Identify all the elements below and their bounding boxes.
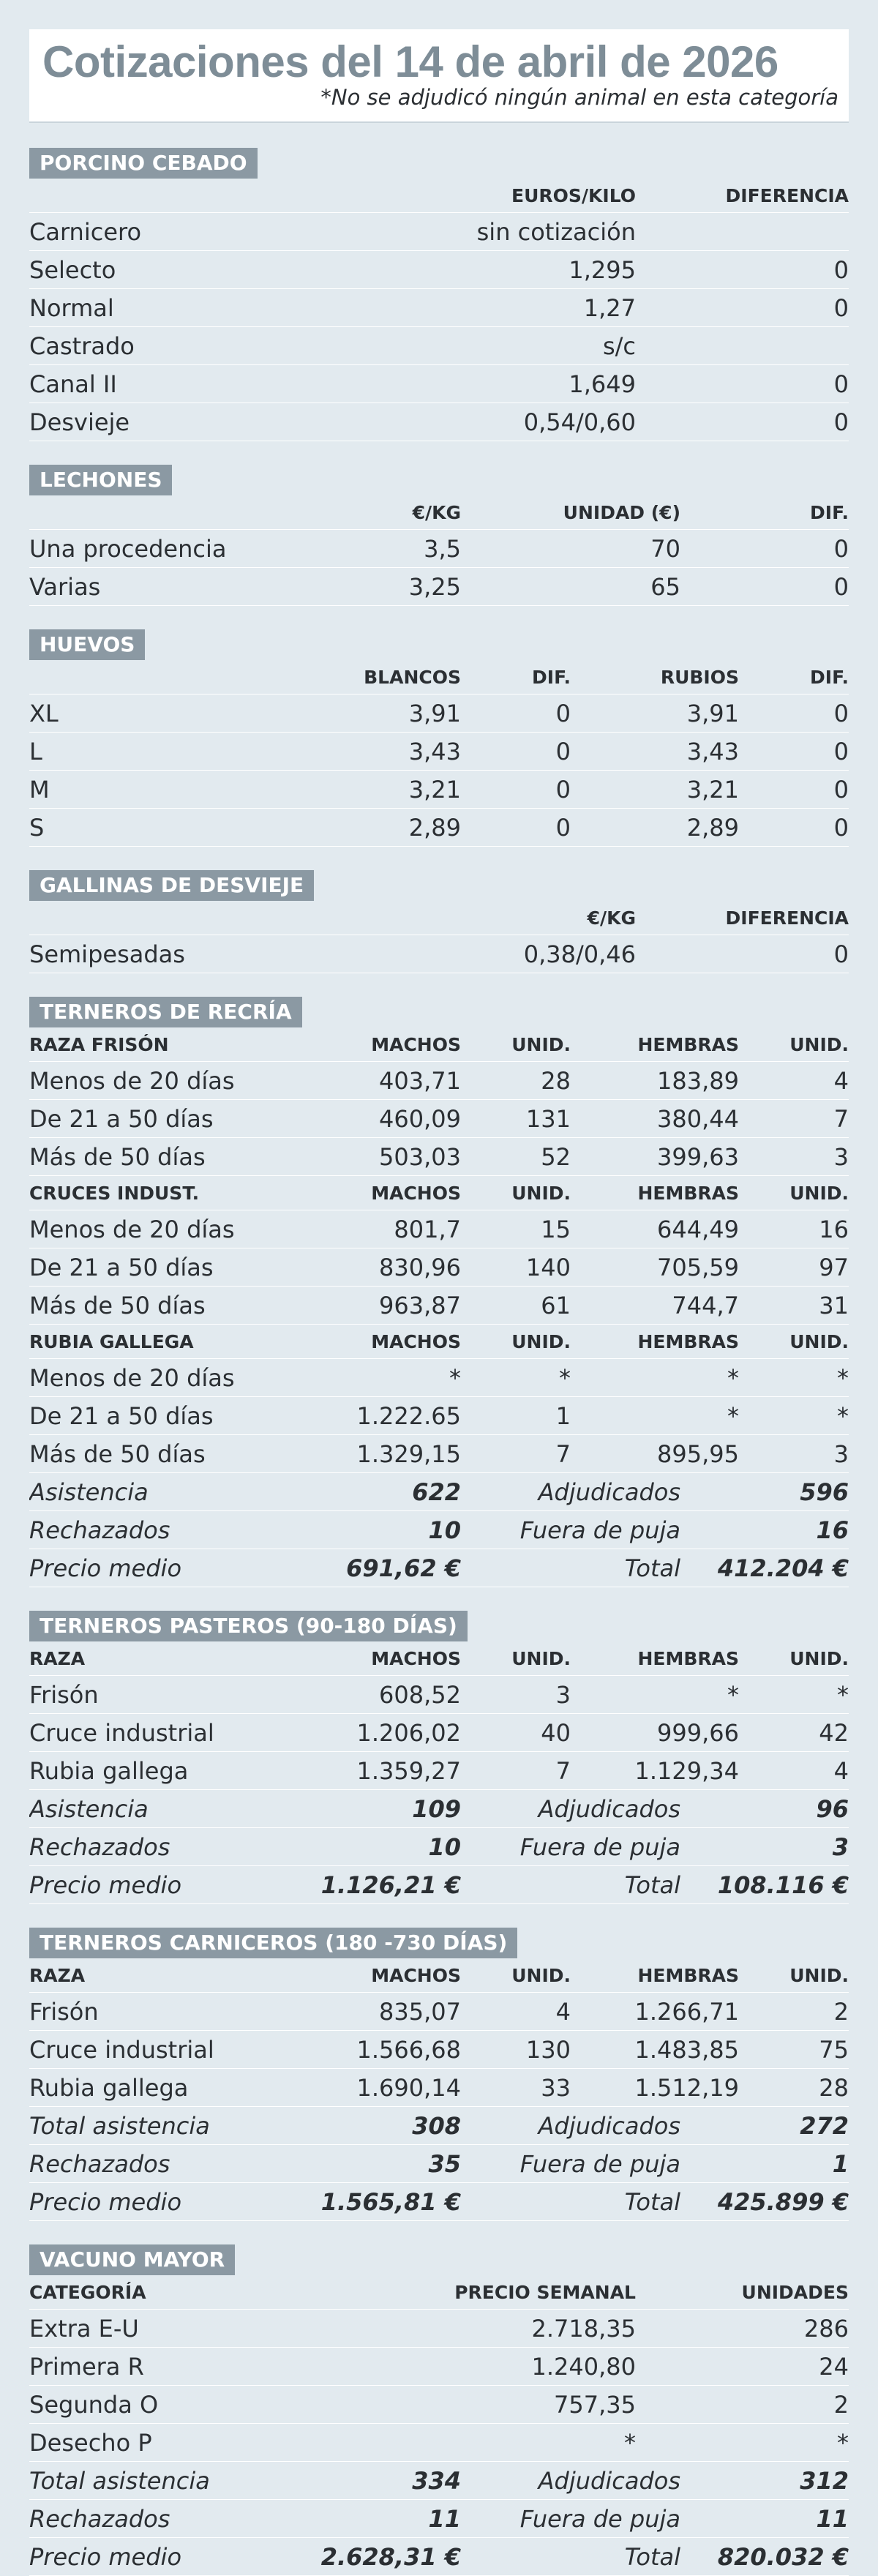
table-row-cell: 0	[833, 370, 849, 398]
table-row-cell: 835,07	[379, 1997, 461, 2026]
table-header-cell: UNID.	[511, 1964, 571, 1986]
table-row-cell: Más de 50 días	[29, 1439, 206, 1468]
table-row-cell: Selecto	[29, 255, 116, 284]
table-row-cell: Más de 50 días	[29, 1291, 206, 1319]
table-row-cell: 1,295	[569, 255, 636, 284]
table-header-cell: RAZA	[29, 1647, 86, 1669]
table-row-cell: Menos de 20 días	[29, 1066, 235, 1095]
table-row-cell: 801,7	[394, 1215, 461, 1243]
group-header-cell: CRUCES INDUST.	[29, 1182, 200, 1204]
summary-row	[29, 1828, 849, 1866]
summary-row-cell: 11	[428, 2504, 461, 2533]
table-row	[29, 1993, 849, 2031]
summary-row-cell: 35	[428, 2149, 461, 2178]
group-header-cell: MACHOS	[371, 1033, 461, 1055]
table-row-cell: 757,35	[554, 2390, 636, 2419]
section-vacuno	[29, 2244, 849, 2576]
table-row	[29, 809, 849, 847]
table-row	[29, 733, 849, 771]
table-row-cell: 1	[555, 1401, 571, 1430]
summary-row-cell: 691,62 €	[346, 1554, 461, 1582]
table-row-cell: 1.566,68	[356, 2035, 461, 2064]
table-row-cell: 0,38/0,46	[523, 940, 636, 968]
table-row-cell: 40	[541, 1718, 571, 1747]
table-row-cell: *	[837, 1680, 849, 1709]
group-header-cell: UNID.	[511, 1330, 571, 1352]
table-row-cell: 1.690,14	[356, 2073, 461, 2102]
table-row	[29, 213, 849, 251]
summary-row-cell: Total	[624, 1554, 680, 1582]
table-row-cell: 2	[833, 2390, 849, 2419]
summary-row-cell: Adjudicados	[538, 2466, 680, 2495]
table-row	[29, 1752, 849, 1790]
table-header-cell: UNIDAD (€)	[563, 501, 680, 523]
table-row-cell: M	[29, 775, 50, 804]
table-row	[29, 2069, 849, 2107]
summary-row-cell: Asistencia	[29, 1794, 149, 1823]
table-row	[29, 2424, 849, 2462]
table-row	[29, 2386, 849, 2424]
table-row-cell: 830,96	[379, 1253, 461, 1281]
table-row-cell: 608,52	[379, 1680, 461, 1709]
table-row	[29, 2310, 849, 2348]
table-row	[29, 530, 849, 568]
table-header	[29, 179, 849, 213]
section-title: VACUNO MAYOR	[29, 2244, 235, 2275]
group-header	[29, 1325, 849, 1359]
table-row-cell: Desecho P	[29, 2428, 152, 2457]
table-row-cell: 963,87	[379, 1291, 461, 1319]
table-row-cell: 286	[803, 2314, 849, 2343]
table-row-cell: 42	[819, 1718, 849, 1747]
section-pasteros	[29, 1611, 849, 1904]
table-row-cell: 0	[833, 940, 849, 968]
table-row-cell: sin cotización	[476, 217, 636, 246]
group-header-cell: UNID.	[789, 1182, 849, 1204]
summary-row-cell: 425.899 €	[717, 2187, 849, 2216]
table-row-cell: Extra E-U	[29, 2314, 139, 2343]
table-row-cell: 183,89	[657, 1066, 739, 1095]
summary-row-cell: 10	[428, 1832, 461, 1861]
table-header-cell: PRECIO SEMANAL	[454, 2281, 636, 2303]
table-row	[29, 1210, 849, 1248]
group-header-cell: HEMBRAS	[637, 1033, 739, 1055]
table-row-cell: 4	[833, 1066, 849, 1095]
summary-row-cell: Precio medio	[29, 2187, 182, 2216]
summary-row-cell: Total	[624, 1871, 680, 1899]
table-row-cell: 1.483,85	[634, 2035, 739, 2064]
table-row-cell: Canal II	[29, 370, 117, 398]
table-header-cell: UNID.	[789, 1647, 849, 1669]
table-row-cell: Segunda O	[29, 2390, 159, 2419]
table-row-cell: 140	[525, 1253, 571, 1281]
table-row-cell: Una procedencia	[29, 534, 227, 563]
table-header-cell: UNIDADES	[741, 2281, 849, 2303]
table-row-cell: *	[624, 2428, 636, 2457]
table-row-cell: 61	[541, 1291, 571, 1319]
group-header-cell: RAZA FRISÓN	[29, 1033, 169, 1055]
section-title: PORCINO CEBADO	[29, 148, 258, 179]
table-row-cell: Más de 50 días	[29, 1142, 206, 1171]
section-title: TERNEROS PASTEROS (90-180 DÍAS)	[29, 1611, 468, 1641]
table-row-cell: 3,91	[686, 699, 739, 727]
table-header	[29, 660, 849, 694]
summary-row	[29, 2538, 849, 2576]
table-row-cell: 0	[555, 699, 571, 727]
group-header-cell: UNID.	[789, 1033, 849, 1055]
section-title: GALLINAS DE DESVIEJE	[29, 870, 314, 901]
summary-row-cell: Precio medio	[29, 2542, 182, 2571]
table-row	[29, 935, 849, 973]
summary-row	[29, 1473, 849, 1511]
table-row-cell: S	[29, 813, 45, 842]
table-row-cell: XL	[29, 699, 59, 727]
table-row-cell: 3,21	[408, 775, 461, 804]
table-row-cell: 15	[541, 1215, 571, 1243]
table-row-cell: 0	[555, 813, 571, 842]
table-row-cell: 131	[525, 1104, 571, 1133]
table-row-cell: s/c	[602, 332, 636, 360]
table-row-cell: Cruce industrial	[29, 1718, 214, 1747]
table-row-cell: 644,49	[657, 1215, 739, 1243]
table-row-cell: 70	[650, 534, 680, 563]
table-header	[29, 1958, 849, 1993]
summary-row-cell: Total asistencia	[29, 2466, 210, 2495]
table-row-cell: 2	[833, 1997, 849, 2026]
table-row-cell: 4	[555, 1997, 571, 2026]
summary-row-cell: 16	[816, 1516, 849, 1544]
section-title: HUEVOS	[29, 629, 145, 660]
table-row-cell: 1.266,71	[634, 1997, 739, 2026]
table-header-cell: DIF.	[810, 501, 849, 523]
summary-row-cell: Total	[624, 2542, 680, 2571]
summary-row-cell: Rechazados	[29, 2149, 170, 2178]
table-row-cell: *	[727, 1680, 739, 1709]
table-row	[29, 1714, 849, 1752]
table-header-cell: RAZA	[29, 1964, 86, 1986]
table-row	[29, 1062, 849, 1100]
table-row-cell: L	[29, 737, 42, 765]
table-header-cell: CATEGORÍA	[29, 2281, 146, 2303]
table-row-cell: 75	[819, 2035, 849, 2064]
table-header-cell: RUBIOS	[660, 666, 739, 688]
table-row-cell: 31	[819, 1291, 849, 1319]
table-row-cell: Rubia gallega	[29, 1756, 189, 1785]
table-row-cell: 1.129,34	[634, 1756, 739, 1785]
table-row-cell: De 21 a 50 días	[29, 1401, 214, 1430]
table-row-cell: 0	[833, 534, 849, 563]
summary-row	[29, 2462, 849, 2500]
summary-row-cell: Adjudicados	[538, 1478, 680, 1506]
summary-row-cell: Precio medio	[29, 1871, 182, 1899]
table-row-cell: 16	[819, 1215, 849, 1243]
table-header	[29, 1641, 849, 1676]
summary-row-cell: Rechazados	[29, 1832, 170, 1861]
summary-row-cell: 412.204 €	[717, 1554, 849, 1582]
table-row	[29, 289, 849, 327]
summary-row-cell: Fuera de puja	[519, 1832, 680, 1861]
summary-row	[29, 2107, 849, 2145]
summary-row-cell: 2.628,31 €	[320, 2542, 461, 2571]
table-row-cell: *	[837, 1401, 849, 1430]
table-row-cell: *	[449, 1363, 461, 1392]
table-row	[29, 1248, 849, 1287]
table-row-cell: 0,54/0,60	[523, 408, 636, 436]
table-row-cell: *	[727, 1363, 739, 1392]
table-row-cell: 3	[833, 1439, 849, 1468]
summary-row	[29, 2500, 849, 2538]
group-header-cell: MACHOS	[371, 1182, 461, 1204]
summary-row-cell: 820.032 €	[717, 2542, 849, 2571]
table-row-cell: 3	[555, 1680, 571, 1709]
table-row-cell: Frisón	[29, 1680, 99, 1709]
summary-row-cell: 108.116 €	[717, 1871, 849, 1899]
table-row-cell: 1.329,15	[356, 1439, 461, 1468]
table-row-cell: 0	[833, 255, 849, 284]
quotations-sheet	[29, 29, 849, 2576]
table-row	[29, 694, 849, 733]
table-row-cell: 7	[555, 1439, 571, 1468]
table-row-cell: 4	[833, 1756, 849, 1785]
summary-row	[29, 2145, 849, 2183]
summary-row-cell: 10	[428, 1516, 461, 1544]
table-row-cell: Frisón	[29, 1997, 99, 2026]
section-huevos	[29, 629, 849, 847]
table-row-cell: Primera R	[29, 2352, 144, 2381]
table-row-cell: 399,63	[657, 1142, 739, 1171]
table-row-cell: 2,89	[408, 813, 461, 842]
table-row-cell: *	[559, 1363, 571, 1392]
table-row-cell: Menos de 20 días	[29, 1363, 235, 1392]
table-row	[29, 327, 849, 365]
group-header-cell: HEMBRAS	[637, 1330, 739, 1352]
table-row	[29, 771, 849, 809]
table-row-cell: 705,59	[657, 1253, 739, 1281]
group-header-cell: UNID.	[511, 1033, 571, 1055]
summary-row-cell: 1.126,21 €	[320, 1871, 461, 1899]
table-row	[29, 2348, 849, 2386]
table-row-cell: 24	[819, 2352, 849, 2381]
section-carniceros	[29, 1928, 849, 2221]
table-header	[29, 2275, 849, 2310]
summary-row-cell: Total asistencia	[29, 2111, 210, 2140]
summary-row-cell: 312	[800, 2466, 849, 2495]
table-row	[29, 1397, 849, 1435]
summary-row-cell: 622	[412, 1478, 461, 1506]
summary-row	[29, 1549, 849, 1587]
table-header	[29, 495, 849, 530]
table-header-cell: UNID.	[511, 1647, 571, 1669]
summary-row-cell: 596	[800, 1478, 849, 1506]
table-row-cell: Normal	[29, 293, 114, 322]
table-row-cell: Desvieje	[29, 408, 130, 436]
table-row-cell: 1.359,27	[356, 1756, 461, 1785]
table-header-cell: DIF.	[532, 666, 571, 688]
table-row-cell: 33	[541, 2073, 571, 2102]
table-row-cell: *	[727, 1401, 739, 1430]
section-recria	[29, 997, 849, 1587]
table-row-cell: 3,5	[424, 534, 461, 563]
table-row-cell: 1,27	[583, 293, 636, 322]
table-row-cell: 3,21	[686, 775, 739, 804]
summary-row-cell: 1	[832, 2149, 849, 2178]
summary-row-cell: 272	[800, 2111, 849, 2140]
section-lechones	[29, 465, 849, 606]
table-row-cell: 3	[833, 1142, 849, 1171]
table-row-cell: 1.240,80	[531, 2352, 636, 2381]
group-header-cell: RUBIA GALLEGA	[29, 1330, 194, 1352]
table-row-cell: 130	[525, 2035, 571, 2064]
table-row-cell: 895,95	[657, 1439, 739, 1468]
table-header-cell: €/KG	[412, 501, 461, 523]
table-row	[29, 403, 849, 441]
summary-row-cell: Fuera de puja	[519, 2504, 680, 2533]
table-row-cell: 2,89	[686, 813, 739, 842]
table-row-cell: 380,44	[657, 1104, 739, 1133]
summary-row-cell: Adjudicados	[538, 2111, 680, 2140]
table-row-cell: Menos de 20 días	[29, 1215, 235, 1243]
table-row	[29, 568, 849, 606]
table-row-cell: 999,66	[657, 1718, 739, 1747]
table-row-cell: 65	[650, 572, 680, 601]
table-row	[29, 1676, 849, 1714]
table-row-cell: 28	[541, 1066, 571, 1095]
group-header	[29, 1027, 849, 1062]
table-header-cell: DIFERENCIA	[725, 907, 849, 929]
table-row-cell: De 21 a 50 días	[29, 1253, 214, 1281]
summary-row	[29, 1866, 849, 1904]
summary-row-cell: 334	[412, 2466, 461, 2495]
table-row-cell: Cruce industrial	[29, 2035, 214, 2064]
section-title: TERNEROS CARNICEROS (180 -730 DÍAS)	[29, 1928, 517, 1958]
table-row	[29, 1287, 849, 1325]
table-row-cell: 2.718,35	[531, 2314, 636, 2343]
summary-row-cell: Fuera de puja	[519, 2149, 680, 2178]
table-row-cell: 52	[541, 1142, 571, 1171]
section-title: LECHONES	[29, 465, 172, 495]
section-title: TERNEROS DE RECRÍA	[29, 997, 302, 1027]
table-row-cell: 403,71	[379, 1066, 461, 1095]
table-row-cell: 0	[833, 775, 849, 804]
summary-row-cell: 308	[412, 2111, 461, 2140]
table-row-cell: 1,649	[569, 370, 636, 398]
section-gallinas	[29, 870, 849, 973]
summary-row	[29, 1511, 849, 1549]
header	[29, 29, 849, 123]
page-title: Cotizaciones del 14 de abril de 2026	[42, 37, 778, 86]
table-row-cell: 503,03	[379, 1142, 461, 1171]
group-header-cell: HEMBRAS	[637, 1182, 739, 1204]
table-header-cell: BLANCOS	[364, 666, 461, 688]
group-header-cell: MACHOS	[371, 1330, 461, 1352]
table-row	[29, 365, 849, 403]
table-row-cell: *	[837, 2428, 849, 2457]
summary-row-cell: 1.565,81 €	[320, 2187, 461, 2216]
summary-row-cell: 109	[412, 1794, 461, 1823]
table-row-cell: 1.206,02	[356, 1718, 461, 1747]
table-row-cell: 1.512,19	[634, 2073, 739, 2102]
table-row-cell: 3,25	[408, 572, 461, 601]
table-row-cell: 0	[833, 293, 849, 322]
group-header-cell: UNID.	[511, 1182, 571, 1204]
table-row-cell: 0	[555, 737, 571, 765]
table-header-cell: DIF.	[810, 666, 849, 688]
summary-row-cell: 11	[816, 2504, 849, 2533]
table-row-cell: Carnicero	[29, 217, 142, 246]
table-row-cell: 0	[833, 572, 849, 601]
table-row-cell: 0	[833, 813, 849, 842]
section-porcino	[29, 148, 849, 441]
summary-row-cell: Adjudicados	[538, 1794, 680, 1823]
table-header-cell: MACHOS	[371, 1647, 461, 1669]
group-header-cell: UNID.	[789, 1330, 849, 1352]
summary-row-cell: 96	[816, 1794, 849, 1823]
summary-row-cell: Asistencia	[29, 1478, 149, 1506]
summary-row	[29, 2183, 849, 2221]
summary-row	[29, 1790, 849, 1828]
table-row-cell: 3,91	[408, 699, 461, 727]
table-row-cell: 1.222.65	[356, 1401, 461, 1430]
table-row	[29, 1100, 849, 1138]
table-header-cell: HEMBRAS	[637, 1964, 739, 1986]
summary-row-cell: Total	[624, 2187, 680, 2216]
table-row-cell: 7	[833, 1104, 849, 1133]
table-row-cell: 3,43	[686, 737, 739, 765]
table-row	[29, 1138, 849, 1176]
table-row	[29, 251, 849, 289]
table-row-cell: 28	[819, 2073, 849, 2102]
table-row-cell: 744,7	[672, 1291, 739, 1319]
table-row-cell: Varias	[29, 572, 101, 601]
page-subtitle: *No se adjudicó ningún animal en esta categoría	[320, 85, 838, 110]
table-header-cell: MACHOS	[371, 1964, 461, 1986]
summary-row-cell: 3	[832, 1832, 849, 1861]
table-row-cell: Rubia gallega	[29, 2073, 189, 2102]
summary-row-cell: Precio medio	[29, 1554, 182, 1582]
table-row-cell: De 21 a 50 días	[29, 1104, 214, 1133]
table-row-cell: 0	[555, 775, 571, 804]
table-header-cell: HEMBRAS	[637, 1647, 739, 1669]
table-header	[29, 901, 849, 935]
table-row-cell: 0	[833, 408, 849, 436]
table-row-cell: 0	[833, 737, 849, 765]
table-row-cell: *	[837, 1363, 849, 1392]
table-row	[29, 1435, 849, 1473]
table-header-cell: €/KG	[587, 907, 636, 929]
table-header-cell: UNID.	[789, 1964, 849, 1986]
table-row-cell: Castrado	[29, 332, 135, 360]
table-row-cell: 7	[555, 1756, 571, 1785]
table-header-cell: EUROS/KILO	[511, 184, 636, 206]
table-row-cell: 97	[819, 1253, 849, 1281]
group-header	[29, 1176, 849, 1210]
summary-row-cell: Fuera de puja	[519, 1516, 680, 1544]
summary-row-cell: Rechazados	[29, 1516, 170, 1544]
table-row-cell: 0	[833, 699, 849, 727]
table-row	[29, 1359, 849, 1397]
table-row-cell: Semipesadas	[29, 940, 185, 968]
table-row	[29, 2031, 849, 2069]
table-header-cell: DIFERENCIA	[725, 184, 849, 206]
table-row-cell: 3,43	[408, 737, 461, 765]
summary-row-cell: Rechazados	[29, 2504, 170, 2533]
table-row-cell: 460,09	[379, 1104, 461, 1133]
